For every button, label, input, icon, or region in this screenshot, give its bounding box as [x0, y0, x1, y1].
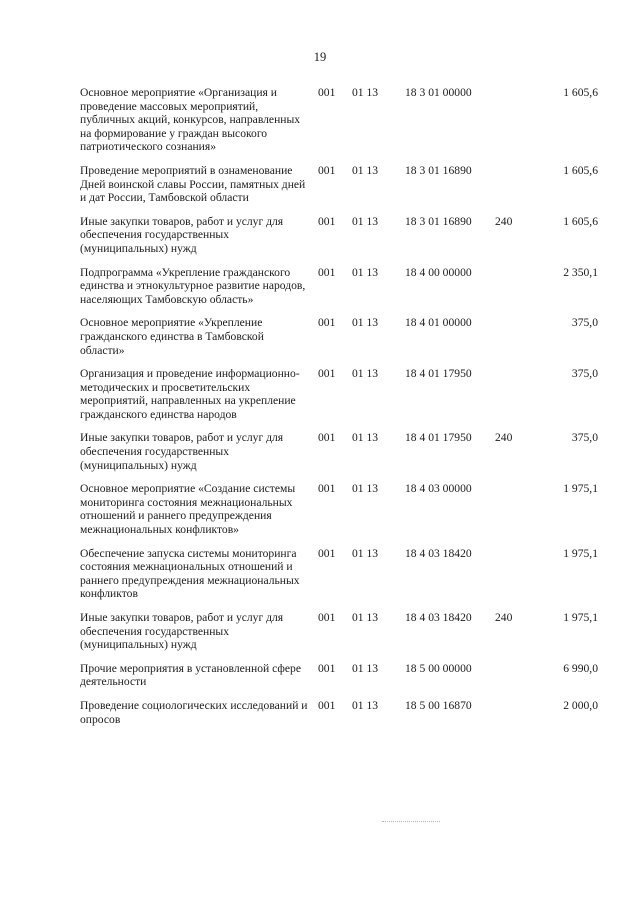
table-row	[0, 547, 640, 601]
row-name: Проведение социологических исследований и опросов	[80, 698, 308, 726]
expense-type-code: 240	[495, 214, 513, 228]
ved-code: 001	[318, 316, 336, 330]
scan-artifact	[382, 821, 440, 823]
amount: 375,0	[571, 431, 598, 445]
target-article-code: 18 4 03 00000	[405, 482, 472, 496]
section-code: 01 13	[352, 611, 379, 624]
table-row	[0, 215, 640, 256]
budget-table	[0, 86, 640, 736]
table-row	[0, 367, 640, 421]
section-code: 01 13	[352, 265, 379, 279]
amount: 375,0	[571, 316, 598, 330]
amount: 6 990,0	[563, 661, 598, 675]
ved-code: 001	[318, 698, 336, 712]
table-row	[0, 164, 640, 205]
target-article-code: 18 4 01 00000	[405, 316, 472, 330]
amount: 1 975,1	[563, 611, 598, 624]
section-code: 01 13	[352, 482, 379, 496]
target-article-code: 18 5 00 16870	[405, 698, 472, 712]
table-row	[0, 86, 640, 154]
table-row	[0, 611, 640, 652]
target-article-code: 18 3 01 16890	[405, 163, 472, 177]
ved-code: 001	[318, 482, 336, 496]
expense-type-code: 240	[495, 611, 513, 624]
row-name: Обеспечение запуска системы мониторинга состояния межнациональных отношений и раннего предупреждения межнациональных конфликтов	[80, 546, 300, 601]
target-article-code: 18 4 01 17950	[405, 367, 472, 381]
target-article-code: 18 4 03 18420	[405, 611, 472, 624]
target-article-code: 18 4 00 00000	[405, 265, 472, 279]
ved-code: 001	[318, 431, 336, 445]
target-article-code: 18 5 00 00000	[405, 661, 472, 675]
section-code: 01 13	[352, 546, 379, 560]
table-row	[0, 699, 640, 726]
ved-code: 001	[318, 661, 336, 675]
row-name: Иные закупки товаров, работ и услуг для обеспечения государственных (муниципальных) нужд	[80, 214, 284, 255]
amount: 1 975,1	[563, 482, 598, 496]
section-code: 01 13	[352, 214, 379, 228]
row-name: Иные закупки товаров, работ и услуг для обеспечения государственных (муниципальных) нужд	[80, 431, 284, 472]
row-name: Организация и проведение информационно-методических и просветительских мероприятий, направленных на укрепление гражданского единства народов	[80, 367, 300, 421]
amount: 375,0	[571, 367, 598, 381]
row-name: Подпрограмма «Укрепление гражданского единства и этнокультурное развитие народов, населяющих Тамбовскую область»	[80, 265, 306, 306]
row-name: Прочие мероприятия в установленной сфере деятельности	[80, 661, 301, 689]
amount: 1 605,6	[563, 86, 598, 99]
section-code: 01 13	[352, 661, 379, 675]
row-name: Проведение мероприятий в ознаменование Дней воинской славы России, памятных дней и дат России, Тамбовской области	[80, 163, 306, 205]
ved-code: 001	[318, 163, 336, 177]
table-row	[0, 662, 640, 689]
section-code: 01 13	[352, 316, 379, 330]
target-article-code: 18 4 01 17950	[405, 431, 472, 445]
amount: 1 975,1	[563, 546, 598, 560]
target-article-code: 18 3 01 00000	[405, 86, 472, 99]
ved-code: 001	[318, 546, 336, 560]
amount: 2 000,0	[563, 698, 598, 712]
table-row	[0, 266, 640, 307]
table-row	[0, 316, 640, 357]
amount: 2 350,1	[563, 265, 598, 279]
row-name: Основное мероприятие «Создание системы мониторинга состояния межнациональных отношений и раннего предупреждения межнациональных конфликтов»	[80, 482, 296, 537]
row-name: Основное мероприятие «Укрепление гражданского единства в Тамбовской области»	[80, 316, 264, 357]
row-name: Иные закупки товаров, работ и услуг для обеспечения государственных (муниципальных) нужд	[80, 611, 284, 652]
ved-code: 001	[318, 86, 336, 99]
section-code: 01 13	[352, 86, 379, 99]
target-article-code: 18 4 03 18420	[405, 546, 472, 560]
section-code: 01 13	[352, 163, 379, 177]
ved-code: 001	[318, 265, 336, 279]
table-row	[0, 431, 640, 472]
expense-type-code: 240	[495, 431, 513, 445]
ved-code: 001	[318, 611, 336, 624]
section-code: 01 13	[352, 367, 379, 381]
amount: 1 605,6	[563, 163, 598, 177]
ved-code: 001	[318, 367, 336, 381]
section-code: 01 13	[352, 698, 379, 712]
amount: 1 605,6	[563, 214, 598, 228]
page-number: 19	[313, 50, 327, 64]
ved-code: 001	[318, 214, 336, 228]
row-name: Основное мероприятие «Организация и проведение массовых мероприятий, публичных акций, конкурсов, направленных на формирование у граждан высокого патриотического сознания»	[80, 86, 301, 154]
table-row	[0, 482, 640, 536]
target-article-code: 18 3 01 16890	[405, 214, 472, 228]
section-code: 01 13	[352, 431, 379, 445]
